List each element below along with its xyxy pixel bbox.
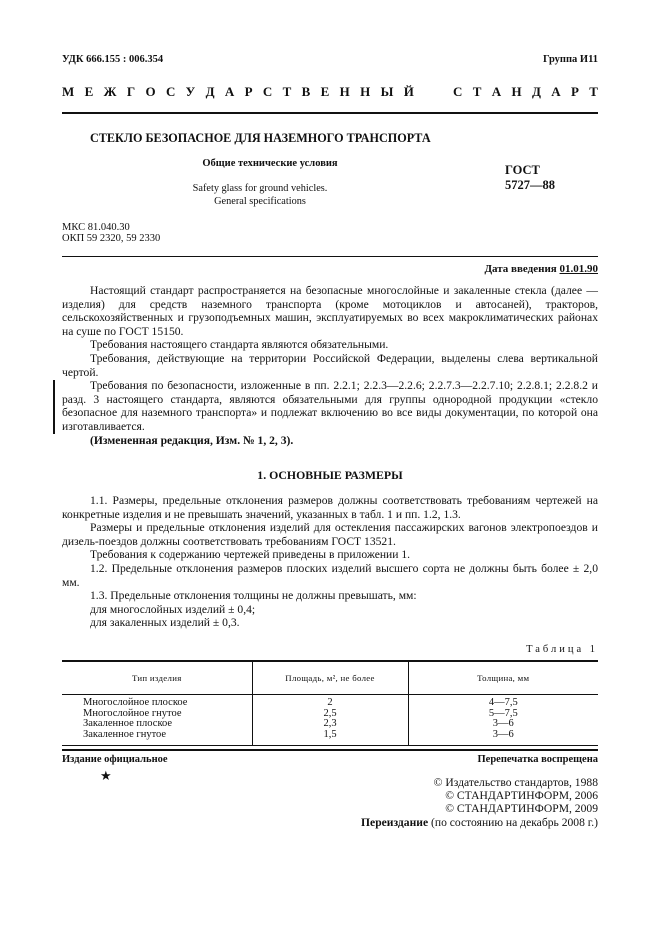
copyright-line: © Издательство стандартов, 1988 [433, 776, 598, 789]
introduction-date-value: 01.01.90 [559, 263, 598, 275]
banner-letter: А [491, 84, 502, 99]
udk-code: УДК 666.155 : 006.354 [62, 54, 164, 65]
banner-letter: Д [205, 84, 215, 99]
table-header-type: Тип изделия [131, 673, 182, 683]
table-row [62, 719, 598, 730]
banner-word-1 [62, 84, 414, 100]
banner-letter: Н [339, 84, 350, 99]
banner-letter: В [301, 84, 311, 99]
banner-letter: А [551, 84, 561, 99]
intro-paragraph: Требования, действующие на территории Российской Федерации, выделены слева вертикальной чертой. [62, 351, 598, 379]
section1-paragraph: Требования к содержанию чертежей приведены в приложении 1. [90, 548, 411, 562]
gost-number: 5727—88 [505, 178, 555, 192]
banner-letter: Й [403, 84, 414, 99]
reissue-label: Переиздание [361, 815, 429, 829]
section-heading: 1. ОСНОВНЫЕ РАЗМЕРЫ [257, 468, 403, 482]
table-cell-area: 1,5 [252, 730, 408, 746]
table-cell-area: 2 [252, 695, 408, 709]
banner-letter: Т [589, 84, 598, 99]
banner-word-2 [453, 84, 598, 100]
banner-letter: Г [126, 84, 136, 99]
banner-letter: Р [244, 84, 253, 99]
table-header-thickness: Толщина, мм [408, 661, 598, 695]
section1-paragraph: Размеры и предельные отклонения изделий для остекления пассажирских вагонов электропоездов и дизель-поездов должны соответствовать требованиям ГОСТ 13521. [62, 521, 598, 548]
banner-letter: С [453, 84, 463, 99]
gost-label: ГОСТ [505, 163, 540, 177]
marked-requirement [62, 379, 598, 433]
title-rule [62, 256, 598, 257]
english-title-line2: General specifications [214, 196, 306, 207]
section1-paragraph: 1.3. Предельные отклонения толщины не должны превышать, мм: [90, 589, 417, 603]
banner-letter: А [224, 84, 235, 99]
reissue-note: (по состоянию на декабрь 2008 г.) [431, 815, 598, 829]
document-subtitle: Общие технические условия [202, 158, 338, 169]
table-cell-thickness: 5—7,5 [408, 709, 598, 720]
official-edition: Издание официальное [62, 754, 168, 765]
table-header-area: Площадь, м², не более [252, 661, 408, 695]
banner-letter: Д [531, 84, 541, 99]
header-rule [62, 112, 598, 114]
table-cell-type: Закаленное гнутое [83, 728, 167, 740]
introduction-date [484, 263, 598, 275]
table-1 [62, 660, 598, 746]
banner-letter: У [185, 84, 196, 99]
banner-letter: Ж [103, 84, 117, 99]
banner-letter: Р [570, 84, 579, 99]
section1-paragraph: для многослойных изделий ± 0,4; [90, 602, 256, 616]
copyright-block [361, 776, 598, 829]
table-row [62, 695, 598, 709]
intro-block [62, 284, 598, 447]
banner-letter: С [165, 84, 176, 99]
introduction-date-label: Дата введения [484, 263, 557, 275]
intro-paragraph: Требования настоящего стандарта являются обязательными. [90, 338, 389, 352]
amendment-note: (Измененная редакция, Изм. № 1, 2, 3). [90, 433, 294, 447]
banner-letter: Т [472, 84, 482, 99]
section1-paragraph: для закаленных изделий ± 0,3. [90, 616, 240, 630]
document-title: СТЕКЛО БЕЗОПАСНОЕ ДЛЯ НАЗЕМНОГО ТРАНСПОРТА [90, 131, 431, 145]
reissue-line [361, 816, 598, 829]
section1-paragraph: 1.2. Предельные отклонения размеров плоских изделий высшего сорта не должны быть более ± 2,0 мм. [62, 561, 598, 589]
banner-letter: Ы [380, 84, 394, 99]
banner-letter: Н [360, 84, 371, 99]
star-icon: ★ [100, 768, 112, 783]
banner-letter: Н [511, 84, 522, 99]
table-cell-type: Многослойное гнутое [83, 707, 182, 719]
table-cell-type: Многослойное плоское [83, 697, 188, 708]
section1-paragraph: 1.1. Размеры, предельные отклонения размеров должны соответствовать требованиям чертежей на конкретные изделия и не превышать значений, указанных в табл. 1 и пп. 1.2, 1.3. [62, 494, 598, 521]
table-cell-area: 2,3 [252, 719, 408, 730]
table-row [62, 730, 598, 746]
copyright-line: © СТАНДАРТИНФОРМ, 2006 [445, 789, 598, 803]
english-title-line1: Safety glass for ground vehicles. [192, 183, 328, 194]
section1-block [62, 494, 598, 630]
banner-letter: Т [282, 84, 292, 99]
intro-paragraph: Настоящий стандарт распространяется на безопасные многослойные и закаленные стекла (далее — изделия) для средств наземного транспорта (кроме мотоциклов и автосаней), тракторов, сельскохозяйственных и грузоподъемных машин, эксплуатируемых во всех макроклиматических районах на суше по ГОСТ 15150. [62, 284, 598, 338]
table-cell-thickness: 4—7,5 [408, 695, 598, 709]
group-code: Группа И11 [542, 54, 598, 65]
vertical-mark [53, 380, 55, 434]
table-cell-type: Закаленное плоское [83, 718, 173, 729]
banner-letter: О [145, 84, 156, 99]
mks-code: МКС 81.040.30 [62, 222, 130, 233]
table-cell-thickness: 3—6 [408, 719, 598, 730]
banner-letter: М [62, 84, 75, 99]
banner-letter: С [262, 84, 273, 99]
banner-letter: Е [84, 84, 94, 99]
table-caption: Таблица 1 [526, 644, 598, 655]
table-cell-thickness: 3—6 [408, 730, 598, 746]
table-cell-area: 2,5 [252, 709, 408, 720]
reprint-prohibited: Перепечатка воспрещена [477, 754, 598, 765]
copyright-line: © СТАНДАРТИНФОРМ, 2009 [445, 802, 598, 816]
footer-rule [62, 749, 598, 751]
intro-paragraph: Требования по безопасности, изложенные в пп. 2.2.1; 2.2.3—2.2.6; 2.2.7.3—2.2.7.10; 2.2.8.1; 2.2.8.2 и разд. 3 настоящего стандарта, являются обязательными для группы однородной продукции «стекло безопасное для наземного транспорта» и подлежат включению во все виды документации, по которой она изготавливается. [62, 379, 598, 433]
okp-code: ОКП 59 2320, 59 2330 [62, 233, 161, 244]
banner-letter: Е [320, 84, 330, 99]
